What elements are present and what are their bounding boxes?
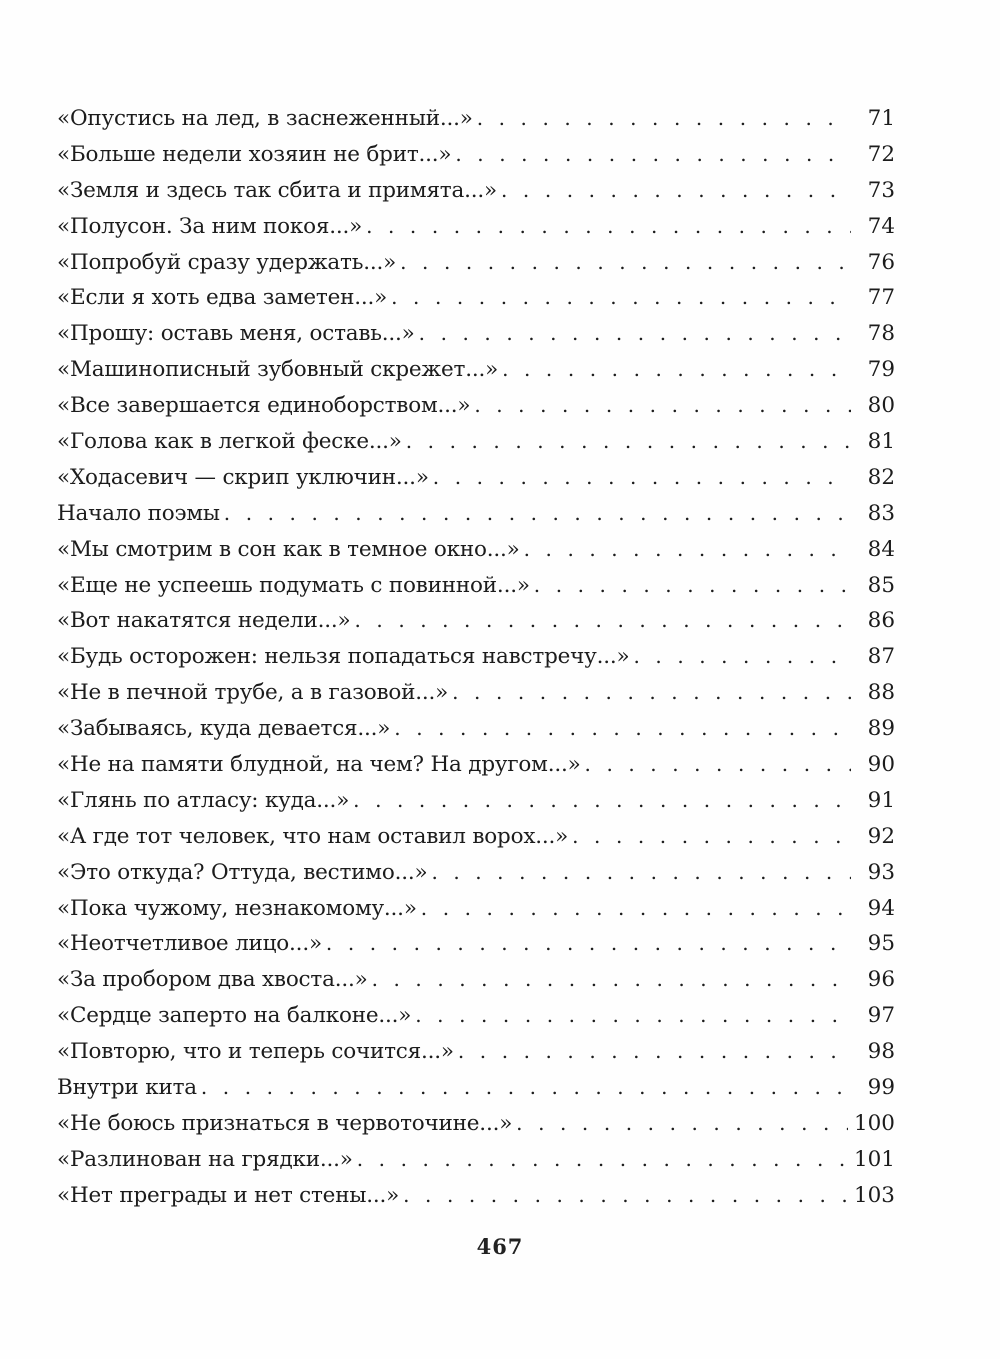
toc-entry-title: «Не боюсь признаться в червоточине...» (57, 1110, 513, 1136)
toc-entry-title: «Если я хоть едва заметен...» (57, 285, 388, 311)
toc-entry-title: «Нет преграды и нет стены...» (57, 1182, 400, 1208)
toc-entry-page-number: 78 (867, 321, 895, 347)
toc-entry-page-number: 81 (867, 429, 895, 455)
toc-entry-title: «Это откуда? Оттуда, вестимо...» (57, 859, 428, 885)
toc-entry-page-number: 88 (867, 680, 895, 706)
toc-entry-title: Внутри кита (57, 1075, 197, 1101)
toc-entry-page-number: 83 (867, 500, 895, 526)
page-number: 467 (476, 1234, 524, 1259)
toc-entry (57, 316, 895, 352)
dot-leader (201, 1070, 851, 1106)
toc-entry-page-number: 93 (867, 859, 895, 885)
toc-entry-title: «Мы смотрим в сон как в темное окно...» (57, 536, 520, 562)
toc-entry-title: «Будь осторожен: нельзя попадаться навстречу...» (57, 644, 630, 670)
toc-entry-page-number: 86 (867, 608, 895, 634)
toc-entry (57, 783, 895, 819)
toc-entry (57, 209, 895, 245)
toc-entry (57, 245, 895, 281)
dot-leader (391, 280, 851, 316)
toc-entry-page-number: 73 (867, 177, 895, 203)
toc-entry (57, 352, 895, 388)
toc-entry-title: «Повторю, что и теперь сочится...» (57, 1039, 454, 1065)
toc-entry (57, 568, 895, 604)
dot-leader (394, 711, 851, 747)
dot-leader (421, 891, 851, 927)
toc-entry-title: «Голова как в легкой феске...» (57, 429, 402, 455)
toc-entry-page-number: 97 (867, 1003, 895, 1029)
toc-entry (57, 1034, 895, 1070)
toc-entry-title: «Полусон. За ним покоя...» (57, 213, 363, 239)
toc-entry-title: «За пробором два хвоста...» (57, 967, 368, 993)
toc-entry (57, 460, 895, 496)
toc-entry (57, 962, 895, 998)
dot-leader (474, 388, 851, 424)
dot-leader (372, 962, 851, 998)
toc-entry-title: «Еще не успеешь подумать с повинной...» (57, 572, 530, 598)
dot-leader (357, 1142, 848, 1178)
dot-leader (224, 496, 851, 532)
dot-leader (354, 603, 851, 639)
toc-entry-page-number: 101 (853, 1146, 895, 1172)
toc-entry-title: «Больше недели хозяин не брит...» (57, 141, 452, 167)
toc-entry-page-number: 79 (867, 357, 895, 383)
toc-entry-page-number: 103 (853, 1182, 895, 1208)
toc-entry (57, 388, 895, 424)
toc-entry-title: «Машинописный зубовный скрежет...» (57, 357, 499, 383)
dot-leader (431, 855, 851, 891)
toc-entry-title: «Вот накатятся недели...» (57, 608, 351, 634)
toc-entry-title: «Прошу: оставь меня, оставь...» (57, 321, 415, 347)
toc-entry-title: «Пока чужому, незнакомому...» (57, 895, 417, 921)
toc-entry (57, 137, 895, 173)
dot-leader (524, 532, 851, 568)
toc-entry (57, 1142, 895, 1178)
toc-entry-page-number: 82 (867, 464, 895, 490)
table-of-contents (57, 101, 895, 1214)
dot-leader (415, 998, 851, 1034)
toc-entry-page-number: 92 (867, 823, 895, 849)
toc-entry-title: Начало поэмы (57, 500, 220, 526)
toc-entry (57, 1178, 895, 1214)
toc-entry-page-number: 89 (867, 716, 895, 742)
dot-leader (477, 101, 851, 137)
toc-entry (57, 747, 895, 783)
toc-entry (57, 532, 895, 568)
toc-entry (57, 1106, 895, 1142)
toc-entry-page-number: 99 (867, 1075, 895, 1101)
toc-entry (57, 891, 895, 927)
toc-entry-page-number: 95 (867, 931, 895, 957)
dot-leader (534, 568, 851, 604)
toc-entry-page-number: 85 (867, 572, 895, 598)
toc-entry-title: «Все завершается единоборством...» (57, 393, 471, 419)
dot-leader (458, 1034, 851, 1070)
toc-entry-title: «А где тот человек, что нам оставил ворох...» (57, 823, 569, 849)
toc-entry-title: «Глянь по атласу: куда...» (57, 787, 350, 813)
toc-entry-page-number: 80 (867, 393, 895, 419)
toc-entry-page-number: 91 (867, 787, 895, 813)
dot-leader (403, 1178, 848, 1214)
toc-entry-page-number: 96 (867, 967, 895, 993)
dot-leader (572, 819, 851, 855)
toc-entry (57, 675, 895, 711)
dot-leader (585, 747, 851, 783)
toc-entry-title: «Попробуй сразу удержать...» (57, 249, 397, 275)
toc-entry (57, 855, 895, 891)
toc-entry-title: «Забываясь, куда девается...» (57, 716, 391, 742)
toc-entry-page-number: 74 (867, 213, 895, 239)
toc-entry-title: «Не в печной трубе, а в газовой...» (57, 680, 449, 706)
toc-entry-page-number: 98 (867, 1039, 895, 1065)
toc-entry-page-number: 77 (867, 285, 895, 311)
toc-entry (57, 101, 895, 137)
dot-leader (419, 316, 851, 352)
dot-leader (400, 245, 851, 281)
dot-leader (406, 424, 851, 460)
dot-leader (516, 1106, 848, 1142)
toc-entry (57, 603, 895, 639)
dot-leader (501, 173, 851, 209)
toc-entry-page-number: 94 (867, 895, 895, 921)
toc-entry (57, 926, 895, 962)
toc-entry (57, 711, 895, 747)
toc-entry (57, 424, 895, 460)
toc-entry (57, 819, 895, 855)
toc-entry (57, 280, 895, 316)
toc-entry-title: «Опустись на лед, в заснеженный...» (57, 106, 473, 131)
toc-entry-title: «Неотчетливое лицо...» (57, 931, 322, 957)
dot-leader (452, 675, 851, 711)
dot-leader (502, 352, 851, 388)
toc-entry-page-number: 72 (867, 141, 895, 167)
toc-entry-page-number: 76 (867, 249, 895, 275)
dot-leader (433, 460, 851, 496)
toc-entry-page-number: 100 (853, 1110, 895, 1136)
dot-leader (366, 209, 851, 245)
toc-entry-title: «Разлинован на грядки...» (57, 1146, 353, 1172)
toc-entry-page-number: 90 (867, 752, 895, 778)
dot-leader (353, 783, 851, 819)
toc-entry-title: «Сердце заперто на балконе...» (57, 1003, 412, 1029)
toc-entry-page-number: 71 (867, 106, 895, 131)
toc-entry-title: «Ходасевич — скрип уключин...» (57, 464, 429, 490)
toc-entry-page-number: 84 (867, 536, 895, 562)
toc-entry (57, 998, 895, 1034)
dot-leader (633, 639, 851, 675)
dot-leader (455, 137, 851, 173)
toc-entry (57, 1070, 895, 1106)
dot-leader (326, 926, 851, 962)
toc-entry (57, 496, 895, 532)
toc-entry (57, 173, 895, 209)
toc-entry-page-number: 87 (867, 644, 895, 670)
toc-entry-title: «Не на памяти блудной, на чем? На другом...» (57, 752, 581, 778)
toc-entry (57, 639, 895, 675)
toc-entry-title: «Земля и здесь так сбита и примята...» (57, 177, 497, 203)
